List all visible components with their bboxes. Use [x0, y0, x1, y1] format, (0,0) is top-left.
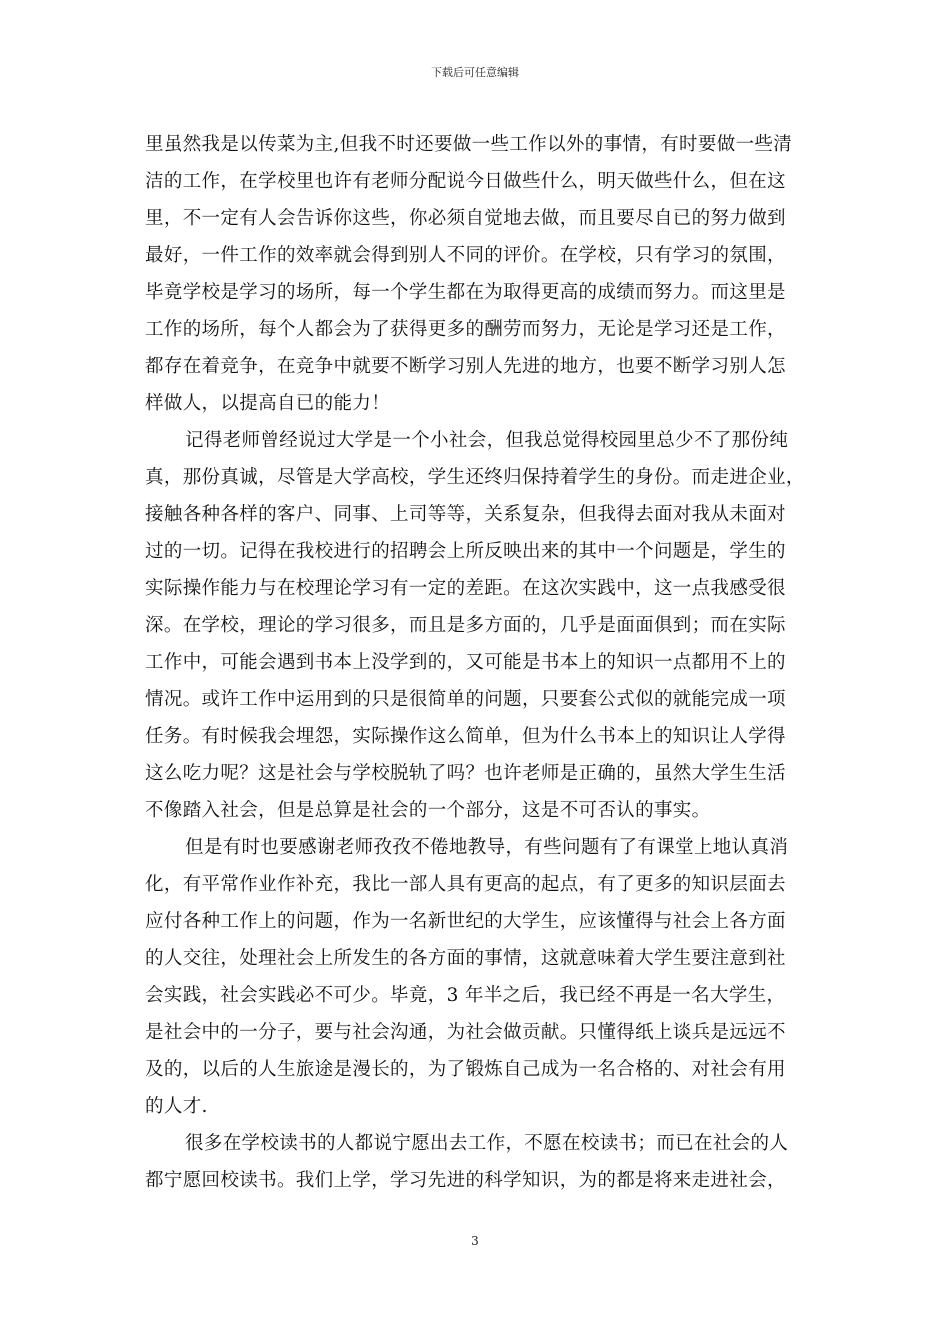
text-line: 洁的工作，在学校里也许有老师分配说今日做些什么，明天做些什么，但在这 [145, 171, 786, 192]
text-line: 真，那份真诚，尽管是大学高校，学生还终归保持着学生的身份。而走进企业， [145, 467, 805, 488]
text-line: 实际操作能力与在校理论学习有一定的差距。在这次实践中，这一点我感受很 [145, 578, 786, 599]
text-line: 毕竟学校是学习的场所，每一个学生都在为取得更高的成绩而努力。而这里是 [145, 282, 786, 303]
text-line: 记得老师曾经说过大学是一个小社会，但我总觉得校园里总少不了那份纯 [185, 430, 789, 451]
text-line: 最好，一件工作的效率就会得到别人不同的评价。在学校，只有学习的氛围， [145, 245, 786, 266]
text-line: 工作的场所，每个人都会为了获得更多的酬劳而努力，无论是学习还是工作， [145, 319, 786, 340]
paragraph-2 [145, 422, 815, 829]
text-line: 任务。有时候我会埋怨，实际操作这么简单，但为什么书本上的知识让人学得 [145, 726, 786, 747]
page-header: 下载后可任意编辑 [431, 66, 519, 79]
text-line: 及的，以后的人生旅途是漫长的，为了锻炼自己成为一名合格的、对社会有用 [145, 1059, 786, 1080]
text-line: 都宁愿回校读书。我们上学，学习先进的科学知识，为的都是将来走进社会， [145, 1170, 786, 1191]
text-line: 里虽然我是以传菜为主,但我不时还要做一些工作以外的事情，有时要做一些清 [145, 134, 793, 155]
text-line: 的人交往，处理社会上所发生的各方面的事情，这就意味着大学生要注意到社 [145, 948, 786, 969]
paragraph-3 [145, 829, 815, 1125]
text-line: 样做人，以提高自已的能力！ [145, 393, 391, 414]
text-line: 都存在着竞争，在竞争中就要不断学习别人先进的地方，也要不断学习别人怎 [145, 356, 786, 377]
document-body [145, 126, 815, 1199]
paragraph-1 [145, 126, 815, 422]
text-line: 的人才. [145, 1096, 208, 1117]
text-line: 是社会中的一分子，要与社会沟通，为社会做贡献。只懂得纸上谈兵是远远不 [145, 1022, 786, 1043]
text-line: 里，不一定有人会告诉你这些，你必须自觉地去做，而且要尽自已的努力做到 [145, 208, 786, 229]
text-line: 会实践，社会实践必不可少。毕竟，3 年半之后，我已经不再是一名大学生， [145, 985, 786, 1006]
text-line: 深。在学校，理论的学习很多，而且是多方面的，几乎是面面俱到；而在实际 [145, 615, 786, 636]
text-line: 但是有时也要感谢老师孜孜不倦地教导，有些问题有了有课堂上地认真消 [185, 837, 789, 858]
text-line: 这么吃力呢？这是社会与学校脱轨了吗？也许老师是正确的，虽然大学生生活 [145, 763, 786, 784]
paragraph-4 [145, 1125, 815, 1199]
text-line: 情况。或许工作中运用到的只是很简单的问题，只要套公式似的就能完成一项 [145, 689, 786, 710]
page-number: 3 [471, 1234, 479, 1248]
text-line: 接触各种各样的客户、同事、上司等等，关系复杂，但我得去面对我从未面对 [145, 504, 786, 525]
text-line: 不像踏入社会，但是总算是社会的一个部分，这是不可否认的事实。 [145, 800, 711, 821]
text-line: 化，有平常作业作补充，我比一部人具有更高的起点，有了更多的知识层面去 [145, 874, 786, 895]
text-line: 应付各种工作上的问题，作为一名新世纪的大学生，应该懂得与社会上各方面 [145, 911, 786, 932]
text-line: 工作中，可能会遇到书本上没学到的，又可能是书本上的知识一点都用不上的 [145, 652, 786, 673]
text-line: 很多在学校读书的人都说宁愿出去工作，不愿在校读书；而已在社会的人 [185, 1133, 789, 1154]
text-line: 过的一切。记得在我校进行的招聘会上所反映出来的其中一个问题是，学生的 [145, 541, 786, 562]
